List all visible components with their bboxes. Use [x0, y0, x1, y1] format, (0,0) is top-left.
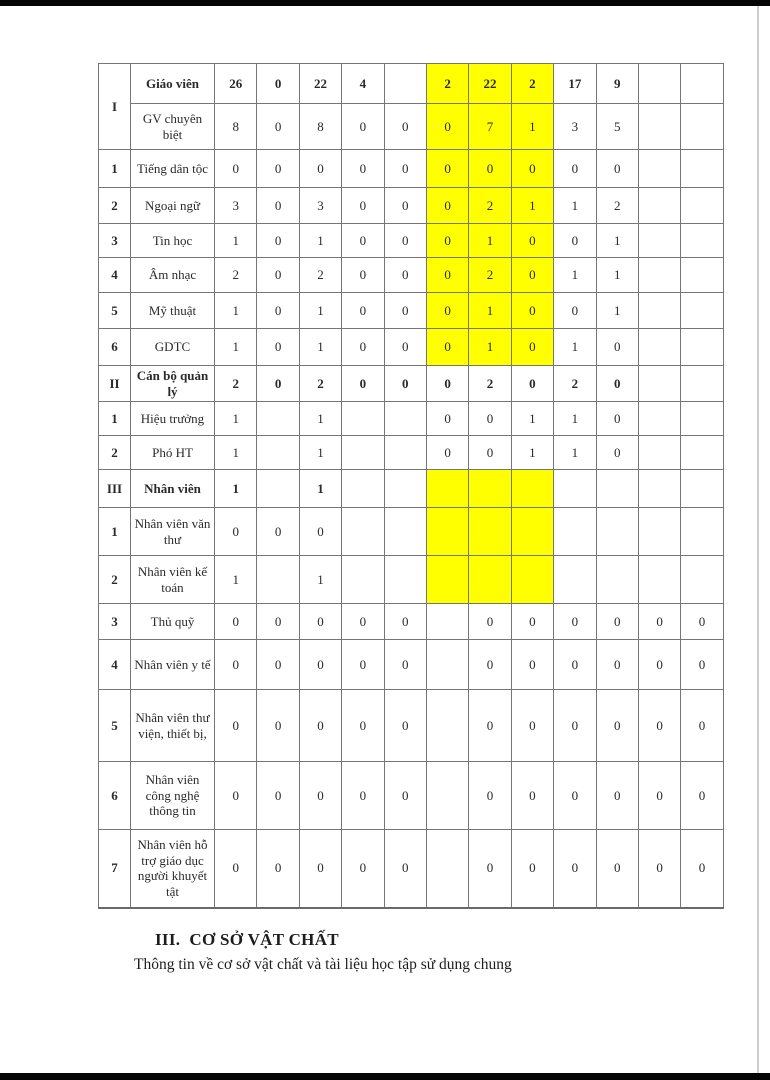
data-cell: 0	[638, 604, 680, 640]
data-cell	[511, 470, 553, 508]
data-cell: 0	[342, 640, 384, 690]
data-cell: 0	[681, 604, 723, 640]
row-label-cell: Nhân viên hỗ trợ giáo dục người khuyết tật	[131, 830, 215, 908]
data-cell	[554, 470, 596, 508]
data-cell: 0	[469, 436, 511, 470]
data-cell: 0	[554, 830, 596, 908]
data-cell: 2	[469, 258, 511, 293]
data-cell	[681, 188, 723, 224]
data-cell: 0	[257, 64, 299, 104]
data-cell: 0	[681, 762, 723, 830]
data-cell: 0	[596, 329, 638, 366]
row-label-cell: Hiệu trưởng	[131, 402, 215, 436]
row-label-cell: Nhân viên thư viện, thiết bị,	[131, 690, 215, 762]
row-number-cell: 5	[99, 690, 131, 762]
data-cell: 0	[426, 188, 468, 224]
data-cell	[638, 224, 680, 258]
data-cell: 0	[384, 640, 426, 690]
data-cell: 0	[384, 104, 426, 150]
data-cell: 1	[596, 224, 638, 258]
data-cell: 0	[511, 604, 553, 640]
row-label-cell: Tin học	[131, 224, 215, 258]
data-cell: 0	[511, 258, 553, 293]
table-row	[99, 188, 724, 224]
table-row	[99, 104, 724, 150]
data-cell	[469, 508, 511, 556]
data-cell: 0	[342, 604, 384, 640]
data-cell: 0	[596, 762, 638, 830]
row-number-cell: I	[99, 64, 131, 150]
data-cell: 1	[299, 224, 341, 258]
data-cell: 0	[511, 224, 553, 258]
data-cell: 7	[469, 104, 511, 150]
section-subtext: Thông tin về cơ sở vật chất và tài liệu học tập sử dụng chung	[134, 956, 512, 973]
row-label-cell: Ngoại ngữ	[131, 188, 215, 224]
data-cell: 0	[257, 224, 299, 258]
data-cell: 0	[511, 640, 553, 690]
data-cell: 0	[299, 604, 341, 640]
data-cell	[554, 508, 596, 556]
data-cell: 0	[638, 690, 680, 762]
data-cell: 0	[384, 366, 426, 402]
data-cell: 0	[469, 150, 511, 188]
data-cell: 0	[257, 293, 299, 329]
data-cell	[638, 293, 680, 329]
data-cell: 8	[299, 104, 341, 150]
data-cell: 0	[511, 150, 553, 188]
data-cell: 1	[299, 470, 341, 508]
data-cell: 1	[469, 293, 511, 329]
data-cell	[681, 470, 723, 508]
data-cell: 0	[596, 690, 638, 762]
data-cell: 2	[554, 366, 596, 402]
data-cell: 0	[554, 604, 596, 640]
staff-statistics-table	[98, 63, 724, 909]
row-number-cell: 3	[99, 224, 131, 258]
table-row	[99, 604, 724, 640]
data-cell: 0	[596, 366, 638, 402]
data-cell	[638, 104, 680, 150]
data-cell: 0	[342, 104, 384, 150]
data-cell: 0	[257, 830, 299, 908]
row-label-cell: Thủ quỹ	[131, 604, 215, 640]
data-cell: 2	[596, 188, 638, 224]
data-cell: 1	[299, 436, 341, 470]
data-cell	[681, 224, 723, 258]
data-cell	[426, 470, 468, 508]
data-cell: 0	[426, 436, 468, 470]
data-cell: 0	[299, 508, 341, 556]
data-cell: 0	[257, 762, 299, 830]
data-cell: 0	[511, 830, 553, 908]
row-label-cell: Tiếng dân tộc	[131, 150, 215, 188]
data-cell	[469, 470, 511, 508]
data-cell: 0	[257, 366, 299, 402]
table-row	[99, 366, 724, 402]
data-cell: 0	[342, 224, 384, 258]
data-cell	[638, 150, 680, 188]
data-cell: 0	[257, 604, 299, 640]
data-cell	[638, 258, 680, 293]
data-cell: 0	[299, 762, 341, 830]
data-cell: 9	[596, 64, 638, 104]
data-cell: 0	[257, 104, 299, 150]
data-cell	[511, 556, 553, 604]
row-label-cell: GV chuyên biệt	[131, 104, 215, 150]
data-cell: 1	[554, 188, 596, 224]
data-cell	[681, 556, 723, 604]
data-cell: 0	[257, 329, 299, 366]
data-cell: 0	[469, 830, 511, 908]
data-cell	[426, 604, 468, 640]
data-cell: 0	[342, 329, 384, 366]
data-cell: 2	[511, 64, 553, 104]
data-cell	[638, 508, 680, 556]
data-cell: 1	[299, 293, 341, 329]
row-number-cell: 1	[99, 508, 131, 556]
data-cell	[638, 402, 680, 436]
row-label-cell: Giáo viên	[131, 64, 215, 104]
data-cell	[257, 470, 299, 508]
data-cell: 0	[554, 690, 596, 762]
data-cell: 0	[384, 188, 426, 224]
row-label-cell: Nhân viên	[131, 470, 215, 508]
data-cell: 1	[469, 224, 511, 258]
data-cell: 1	[299, 556, 341, 604]
data-cell	[638, 556, 680, 604]
data-cell: 0	[426, 150, 468, 188]
data-cell	[596, 470, 638, 508]
data-cell: 0	[342, 293, 384, 329]
data-cell: 0	[469, 690, 511, 762]
data-cell: 0	[511, 690, 553, 762]
data-cell	[426, 830, 468, 908]
row-number-cell: III	[99, 470, 131, 508]
data-cell	[342, 508, 384, 556]
page-edge-shadow	[757, 6, 759, 1073]
data-cell: 1	[596, 258, 638, 293]
table-row	[99, 258, 724, 293]
data-cell	[342, 556, 384, 604]
data-cell: 1	[215, 470, 257, 508]
data-cell: 0	[469, 762, 511, 830]
data-cell	[638, 436, 680, 470]
row-number-cell: 5	[99, 293, 131, 329]
data-cell: 0	[257, 690, 299, 762]
data-cell	[384, 64, 426, 104]
data-cell: 1	[554, 436, 596, 470]
table-row	[99, 150, 724, 188]
data-cell: 0	[342, 762, 384, 830]
data-cell: 2	[469, 366, 511, 402]
data-cell: 22	[299, 64, 341, 104]
data-cell	[511, 508, 553, 556]
data-cell: 0	[554, 224, 596, 258]
data-cell: 0	[596, 436, 638, 470]
data-cell	[426, 640, 468, 690]
data-cell	[681, 104, 723, 150]
table-row	[99, 508, 724, 556]
data-cell: 0	[299, 690, 341, 762]
data-cell: 1	[299, 402, 341, 436]
data-cell	[681, 366, 723, 402]
row-label-cell: Cán bộ quản lý	[131, 366, 215, 402]
data-cell: 0	[257, 508, 299, 556]
data-cell: 0	[554, 762, 596, 830]
data-cell: 0	[638, 830, 680, 908]
data-cell: 8	[215, 104, 257, 150]
data-cell: 0	[511, 762, 553, 830]
data-cell	[426, 508, 468, 556]
data-cell: 2	[426, 64, 468, 104]
data-cell	[554, 556, 596, 604]
row-number-cell: 2	[99, 188, 131, 224]
table-row	[99, 762, 724, 830]
data-cell: 0	[215, 640, 257, 690]
data-cell: 0	[511, 366, 553, 402]
data-cell	[342, 436, 384, 470]
data-cell: 0	[511, 329, 553, 366]
data-cell: 0	[469, 402, 511, 436]
data-cell: 1	[554, 258, 596, 293]
table-row	[99, 224, 724, 258]
row-label-cell: GDTC	[131, 329, 215, 366]
data-cell: 0	[342, 150, 384, 188]
data-cell	[426, 690, 468, 762]
data-cell	[681, 258, 723, 293]
data-cell: 0	[215, 830, 257, 908]
data-cell: 0	[342, 258, 384, 293]
data-cell: 0	[596, 150, 638, 188]
data-cell: 1	[511, 188, 553, 224]
data-cell: 1	[215, 329, 257, 366]
data-cell: 0	[257, 258, 299, 293]
data-cell: 0	[554, 150, 596, 188]
table-row	[99, 690, 724, 762]
row-number-cell: 4	[99, 640, 131, 690]
data-cell: 0	[469, 604, 511, 640]
data-cell	[469, 556, 511, 604]
data-cell: 0	[257, 150, 299, 188]
data-cell	[638, 366, 680, 402]
data-cell: 5	[596, 104, 638, 150]
data-cell: 0	[215, 690, 257, 762]
table-row	[99, 436, 724, 470]
data-cell: 0	[426, 293, 468, 329]
data-cell	[342, 470, 384, 508]
data-cell	[257, 436, 299, 470]
row-label-cell: Phó HT	[131, 436, 215, 470]
data-cell: 0	[426, 104, 468, 150]
data-cell: 0	[215, 762, 257, 830]
table-row	[99, 64, 724, 104]
data-cell: 3	[299, 188, 341, 224]
data-cell: 0	[342, 690, 384, 762]
data-cell: 0	[215, 150, 257, 188]
data-cell: 0	[384, 258, 426, 293]
data-cell	[681, 508, 723, 556]
data-cell: 1	[554, 329, 596, 366]
data-cell: 0	[257, 188, 299, 224]
table-row	[99, 470, 724, 508]
data-cell: 0	[638, 640, 680, 690]
data-cell: 1	[215, 436, 257, 470]
data-cell: 0	[384, 329, 426, 366]
data-cell: 0	[384, 830, 426, 908]
data-cell: 0	[299, 830, 341, 908]
data-cell: 1	[469, 329, 511, 366]
data-cell	[681, 64, 723, 104]
row-number-cell: 4	[99, 258, 131, 293]
row-number-cell: 6	[99, 329, 131, 366]
data-cell: 1	[215, 224, 257, 258]
table-row	[99, 556, 724, 604]
data-cell	[638, 64, 680, 104]
data-cell: 2	[215, 366, 257, 402]
data-cell	[681, 436, 723, 470]
row-label-cell: Âm nhạc	[131, 258, 215, 293]
data-cell	[384, 436, 426, 470]
data-cell: 0	[384, 150, 426, 188]
data-cell: 26	[215, 64, 257, 104]
data-cell: 0	[426, 402, 468, 436]
row-number-cell: 3	[99, 604, 131, 640]
data-cell	[384, 470, 426, 508]
data-cell	[426, 556, 468, 604]
table-row	[99, 402, 724, 436]
data-cell: 0	[384, 224, 426, 258]
row-number-cell: II	[99, 366, 131, 402]
data-cell: 0	[596, 830, 638, 908]
data-cell	[257, 556, 299, 604]
data-cell: 0	[681, 640, 723, 690]
data-cell: 0	[511, 293, 553, 329]
section-heading: III. CƠ SỞ VẬT CHẤT	[155, 930, 339, 949]
data-cell: 0	[638, 762, 680, 830]
staff-table-body	[99, 64, 724, 908]
data-cell: 0	[596, 402, 638, 436]
data-cell: 1	[511, 402, 553, 436]
data-cell	[681, 329, 723, 366]
data-cell: 0	[426, 258, 468, 293]
data-cell: 0	[384, 293, 426, 329]
row-number-cell: 1	[99, 402, 131, 436]
row-number-cell: 6	[99, 762, 131, 830]
row-number-cell: 7	[99, 830, 131, 908]
data-cell: 0	[299, 640, 341, 690]
data-cell: 0	[681, 690, 723, 762]
data-cell: 4	[342, 64, 384, 104]
table-row	[99, 293, 724, 329]
data-cell: 2	[299, 258, 341, 293]
data-cell: 2	[299, 366, 341, 402]
data-cell: 2	[215, 258, 257, 293]
data-cell: 0	[384, 762, 426, 830]
row-label-cell: Nhân viên văn thư	[131, 508, 215, 556]
data-cell: 0	[384, 690, 426, 762]
data-cell	[342, 402, 384, 436]
data-cell	[596, 556, 638, 604]
data-cell: 0	[554, 640, 596, 690]
data-cell	[426, 762, 468, 830]
data-cell: 0	[215, 604, 257, 640]
data-cell: 0	[384, 604, 426, 640]
row-number-cell: 2	[99, 436, 131, 470]
data-cell: 0	[596, 640, 638, 690]
data-cell: 1	[511, 104, 553, 150]
data-cell: 3	[215, 188, 257, 224]
row-label-cell: Mỹ thuật	[131, 293, 215, 329]
data-cell	[257, 402, 299, 436]
data-cell: 1	[596, 293, 638, 329]
data-cell: 22	[469, 64, 511, 104]
data-cell: 0	[681, 830, 723, 908]
data-cell	[681, 150, 723, 188]
data-cell: 0	[342, 830, 384, 908]
data-cell: 1	[215, 293, 257, 329]
data-cell	[681, 402, 723, 436]
table-row	[99, 329, 724, 366]
row-label-cell: Nhân viên công nghệ thông tin	[131, 762, 215, 830]
table-row	[99, 830, 724, 908]
data-cell: 1	[215, 402, 257, 436]
data-cell	[638, 470, 680, 508]
data-cell: 0	[554, 293, 596, 329]
row-number-cell: 2	[99, 556, 131, 604]
data-cell: 0	[215, 508, 257, 556]
data-cell: 2	[469, 188, 511, 224]
data-cell: 0	[426, 224, 468, 258]
data-cell	[638, 188, 680, 224]
row-label-cell: Nhân viên kế toán	[131, 556, 215, 604]
data-cell: 1	[554, 402, 596, 436]
page-bottom-border	[0, 1073, 770, 1080]
data-cell: 1	[299, 329, 341, 366]
data-cell: 0	[257, 640, 299, 690]
row-label-cell: Nhân viên y tế	[131, 640, 215, 690]
data-cell	[596, 508, 638, 556]
data-cell: 1	[215, 556, 257, 604]
data-cell: 0	[299, 150, 341, 188]
data-cell: 0	[342, 188, 384, 224]
data-cell: 0	[342, 366, 384, 402]
data-cell	[384, 508, 426, 556]
data-cell: 1	[511, 436, 553, 470]
data-cell: 3	[554, 104, 596, 150]
data-cell	[638, 329, 680, 366]
data-cell: 0	[469, 640, 511, 690]
data-cell	[384, 556, 426, 604]
page-top-border	[0, 0, 770, 6]
data-cell: 0	[426, 366, 468, 402]
data-cell	[681, 293, 723, 329]
data-cell	[384, 402, 426, 436]
data-cell: 0	[596, 604, 638, 640]
table-row	[99, 640, 724, 690]
row-number-cell: 1	[99, 150, 131, 188]
data-cell: 0	[426, 329, 468, 366]
data-cell: 17	[554, 64, 596, 104]
